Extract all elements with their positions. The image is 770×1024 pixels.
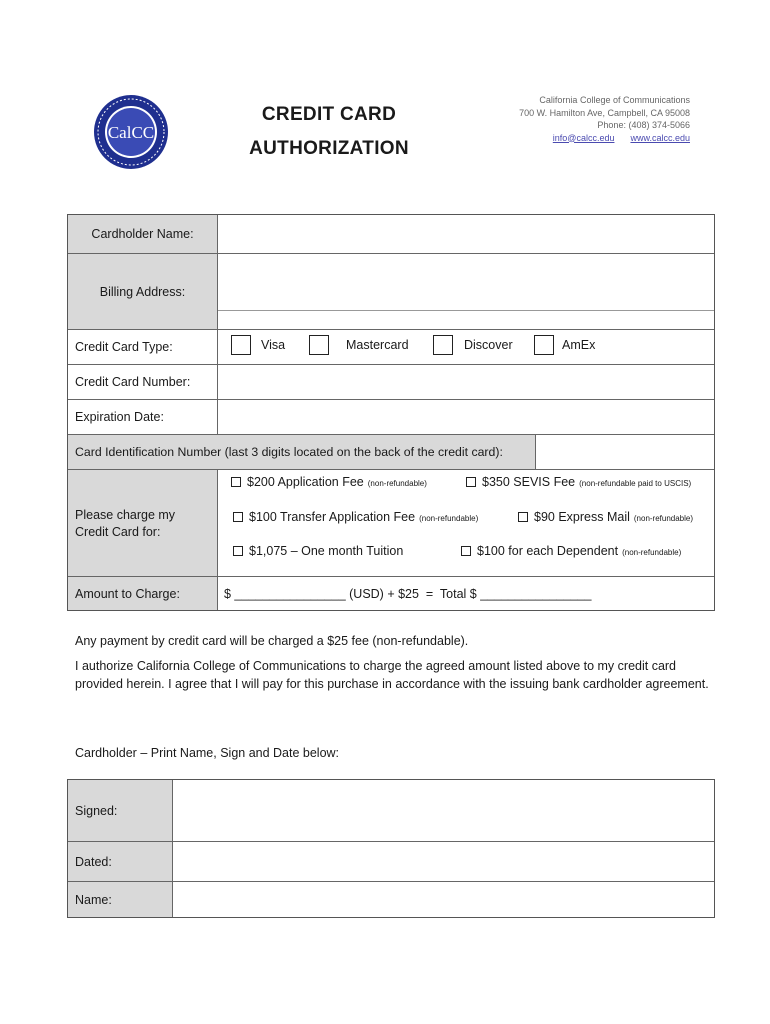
website-link[interactable]: www.calcc.edu [630,132,690,143]
charge-option-tuition[interactable] [233,544,403,558]
mastercard-label: Mastercard [346,338,409,352]
cardholder-name-label: Cardholder Name: [68,215,217,253]
tuition-label: $1,075 – One month Tuition [249,544,404,558]
amex-checkbox[interactable] [534,335,554,355]
org-name: California College of Communications [539,95,690,105]
sevis-fee-label: $350 SEVIS Fee [482,475,576,489]
application-fee-checkbox[interactable] [231,477,241,487]
org-phone: Phone: (408) 374-5066 [597,120,690,130]
transfer-fee-label: $100 Transfer Application Fee [249,510,416,524]
cin-label: Card Identification Number (last 3 digits located on the back of the credit card): [68,435,535,469]
mastercard-checkbox[interactable] [309,335,329,355]
dependent-label: $100 for each Dependent [477,544,619,558]
billing-address-label: Billing Address: [68,254,217,329]
expiration-label: Expiration Date: [75,410,164,424]
contact-block [519,94,690,144]
express-mail-note: (non-refundable) [633,514,694,523]
cin-field[interactable] [536,435,714,469]
authorization-text: I authorize California College of Communications to charge the agreed amount listed above to my credit card provided herein. I agree that I will pay for this purchase in accordance with the issuing bank cardholder agreement. [75,659,709,691]
billing-address-field[interactable] [218,254,714,329]
discover-checkbox[interactable] [433,335,453,355]
card-number-label: Credit Card Number: [75,375,191,389]
tuition-checkbox[interactable] [233,546,243,556]
form-title-line1: CREDIT CARD [261,104,397,125]
name-label: Name: [68,882,172,917]
dependent-checkbox[interactable] [461,546,471,556]
charge-option-sevis[interactable] [466,475,691,489]
calcc-logo [92,93,170,171]
express-mail-checkbox[interactable] [518,512,528,522]
dated-label: Dated: [68,842,172,881]
org-address: 700 W. Hamilton Ave, Campbell, CA 95008 [519,107,690,118]
form-title-line2: AUTHORIZATION [249,138,409,159]
logo-text: CalCC [107,123,155,142]
amount-label: Amount to Charge: [68,577,217,610]
fee-notice: Any payment by credit card will be charged a $25 fee (non-refundable). [75,634,469,648]
signed-field[interactable] [173,780,714,841]
expiration-field[interactable] [218,400,714,434]
sevis-fee-checkbox[interactable] [466,477,476,487]
amex-label: AmEx [562,338,596,352]
charge-option-dependent[interactable] [461,544,681,558]
sevis-fee-note: (non-refundable paid to USCIS) [579,479,692,488]
charge-label [68,470,217,576]
signed-label: Signed: [68,780,172,841]
email-link[interactable]: info@calcc.edu [552,132,615,143]
discover-label: Discover [464,338,513,352]
dated-field[interactable] [173,842,714,881]
charge-option-transfer[interactable] [233,510,478,524]
transfer-fee-checkbox[interactable] [233,512,243,522]
application-fee-note: (non-refundable) [367,479,427,488]
express-mail-label: $90 Express Mail [534,510,630,524]
charge-option-application[interactable] [231,475,427,489]
card-type-label: Credit Card Type: [75,340,173,354]
transfer-fee-note: (non-refundable) [419,514,479,523]
application-fee-label: $200 Application Fee [247,475,364,489]
signature-table [67,779,715,918]
name-field[interactable] [173,882,714,917]
card-number-field[interactable] [218,365,714,399]
sign-intro: Cardholder – Print Name, Sign and Date below: [75,746,340,760]
amount-field[interactable]: $ ________________ (USD) + $25 = Total $ ________________ [224,586,592,601]
visa-checkbox[interactable] [231,335,251,355]
charge-option-express[interactable] [518,510,693,524]
charge-label-line2: Credit Card for: [75,524,161,539]
cardholder-name-field[interactable] [218,215,714,253]
charge-label-line1: Please charge my [75,507,176,522]
visa-label: Visa [261,338,286,352]
dependent-note: (non-refundable) [622,548,682,557]
